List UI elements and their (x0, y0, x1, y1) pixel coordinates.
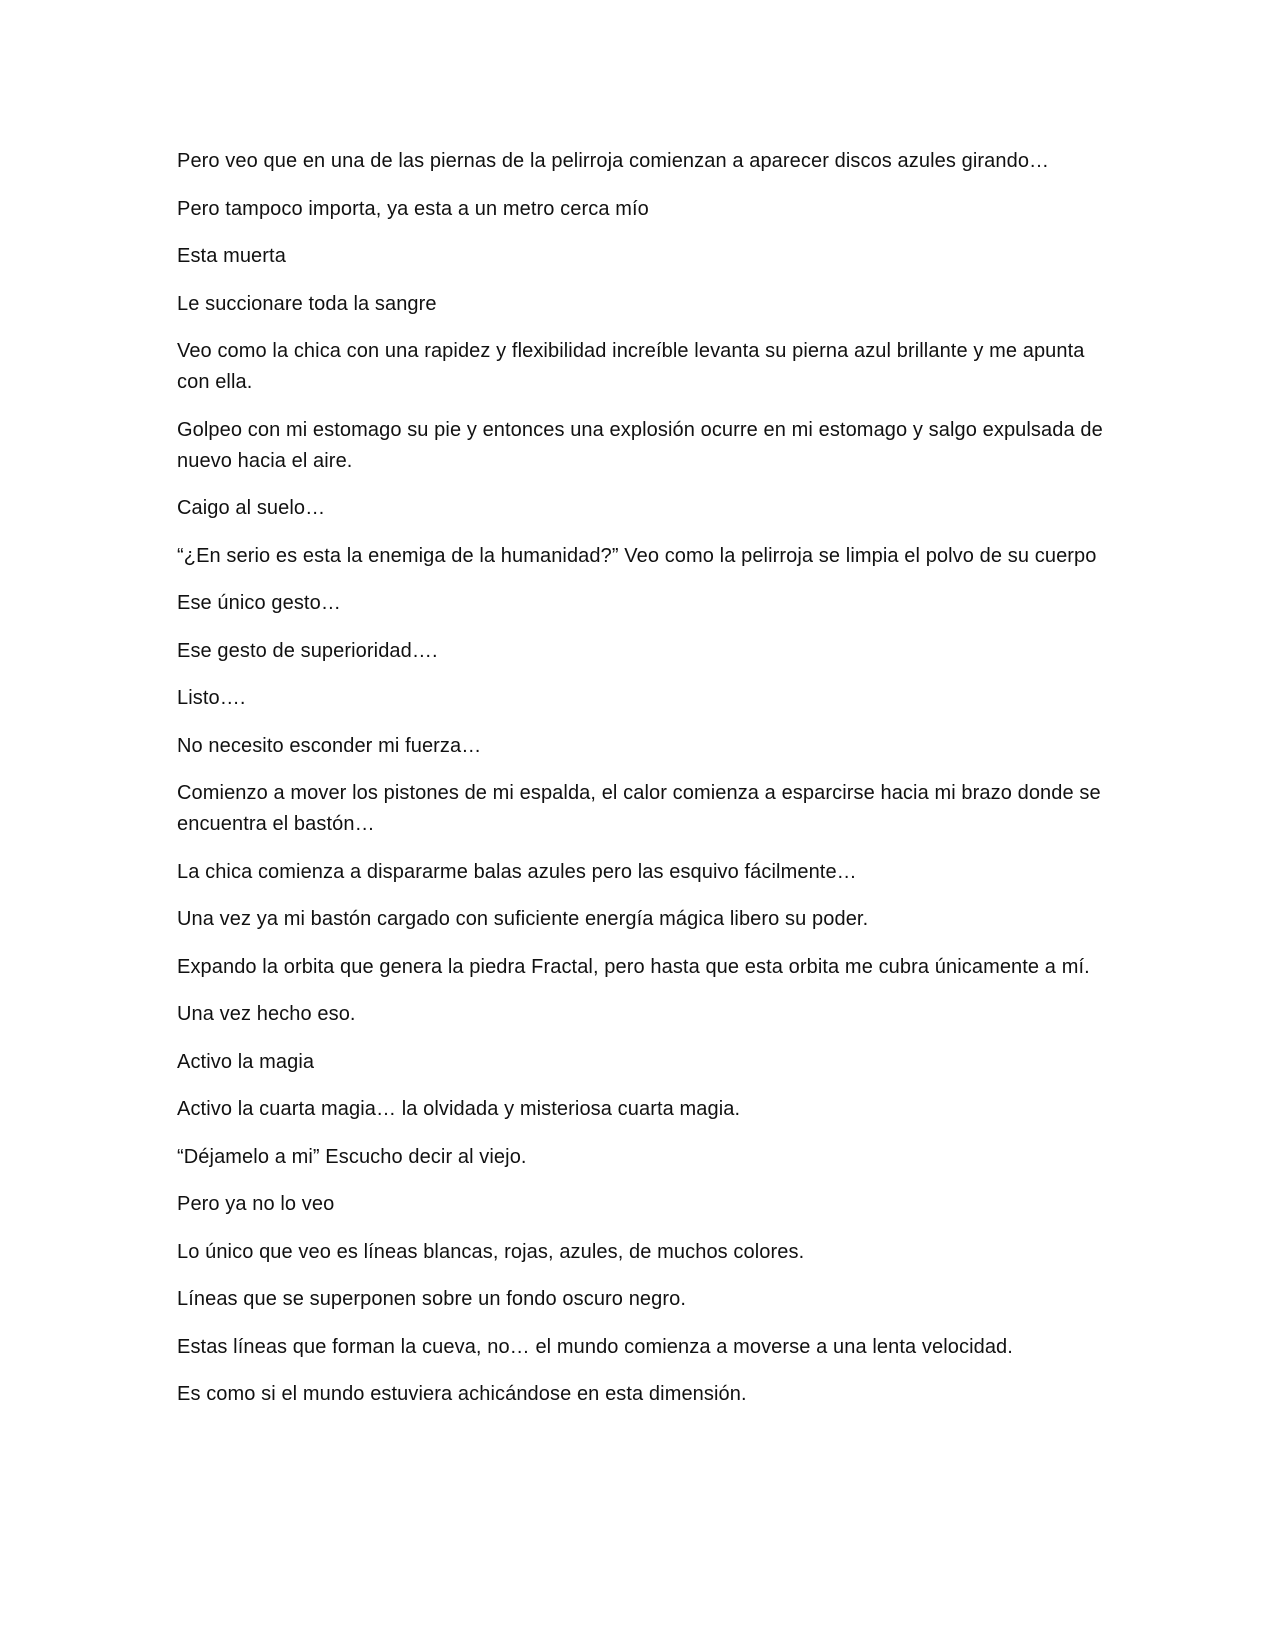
paragraph: Esta muerta (177, 245, 286, 267)
paragraph: La chica comienza a dispararme balas azules pero las esquivo fácilmente… (177, 860, 857, 883)
paragraph: “Déjamelo a mi” Escucho decir al viejo. (177, 1145, 527, 1168)
paragraph: Pero veo que en una de las piernas de la pelirroja comienzan a aparecer discos azules girando… (177, 150, 1050, 172)
document-body (177, 146, 1107, 1427)
paragraph: Golpeo con mi estomago su pie y entonces una explosión ocurre en mi estomago y salgo expulsada de nuevo hacia el aire. (177, 418, 1103, 472)
paragraph: Líneas que se superponen sobre un fondo oscuro negro. (177, 1288, 687, 1310)
paragraph: Una vez hecho eso. (177, 1003, 356, 1025)
paragraph: Pero tampoco importa, ya esta a un metro cerca mío (177, 197, 649, 220)
paragraph: Activo la magia (177, 1050, 315, 1073)
paragraph: Expando la orbita que genera la piedra Fractal, pero hasta que esta orbita me cubra únicamente a mí. (177, 955, 1090, 978)
paragraph: Es como si el mundo estuviera achicándose en esta dimensión. (177, 1383, 747, 1405)
paragraph: Comienzo a mover los pistones de mi espalda, el calor comienza a esparcirse hacia mi brazo donde se encuentra el bastón… (177, 782, 1101, 835)
paragraph: Ese único gesto… (177, 592, 341, 614)
paragraph: Activo la cuarta magia… la olvidada y misteriosa cuarta magia. (177, 1098, 741, 1120)
paragraph: No necesito esconder mi fuerza… (177, 734, 482, 757)
paragraph: Veo como la chica con una rapidez y flexibilidad increíble levanta su pierna azul brillante y me apunta con ella. (177, 340, 1085, 393)
paragraph: Le succionare toda la sangre (177, 292, 437, 315)
paragraph: Lo único que veo es líneas blancas, rojas, azules, de muchos colores. (177, 1240, 805, 1263)
paragraph: Caigo al suelo… (177, 497, 326, 519)
paragraph: Una vez ya mi bastón cargado con suficiente energía mágica libero su poder. (177, 908, 869, 930)
paragraph: Listo…. (177, 687, 246, 709)
paragraph: “¿En serio es esta la enemiga de la humanidad?” Veo como la pelirroja se limpia el polvo de su cuerpo (177, 544, 1097, 567)
paragraph: Ese gesto de superioridad…. (177, 639, 438, 662)
paragraph: Pero ya no lo veo (177, 1193, 335, 1215)
paragraph: Estas líneas que forman la cueva, no… el mundo comienza a moverse a una lenta velocidad. (177, 1335, 1013, 1358)
